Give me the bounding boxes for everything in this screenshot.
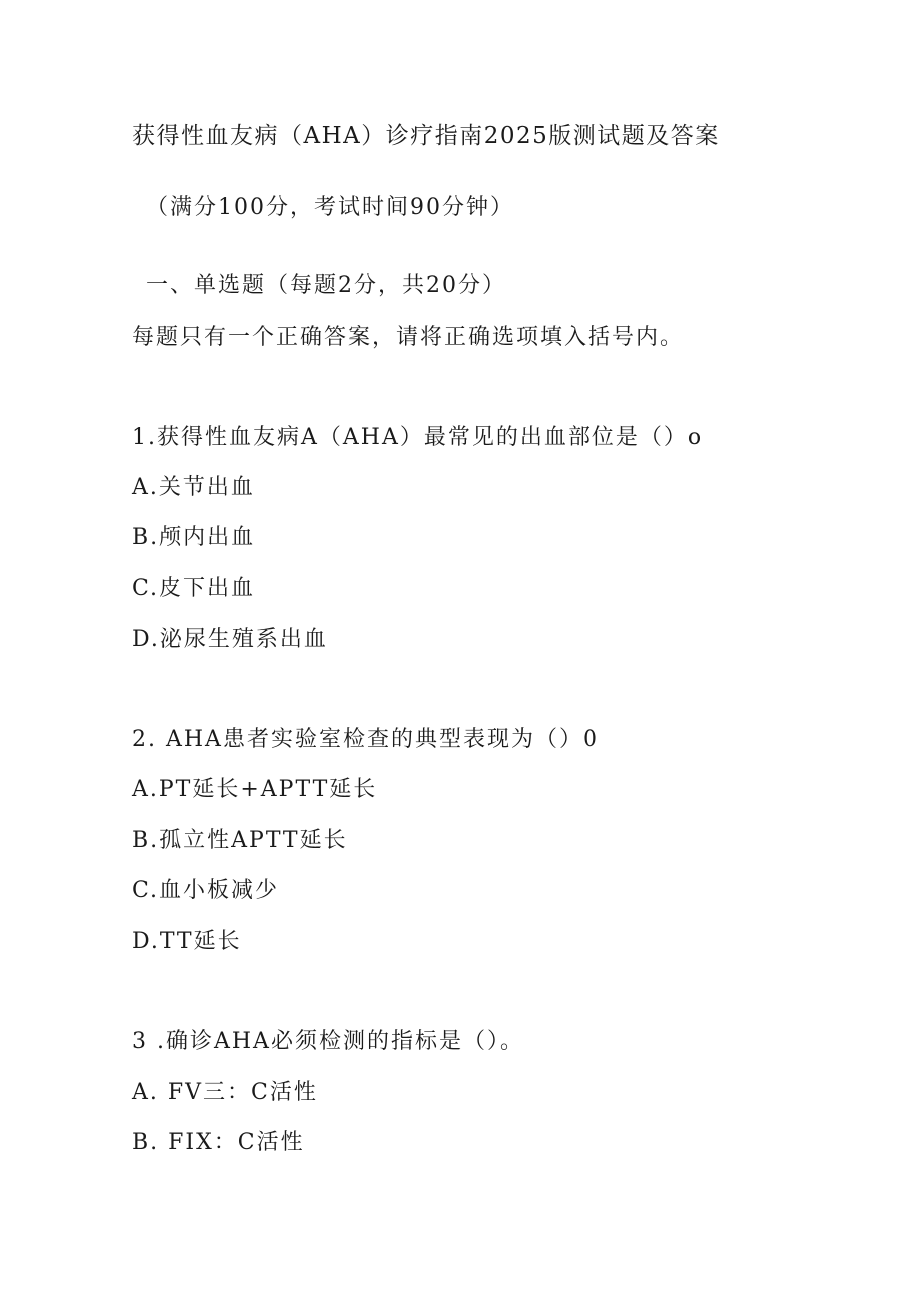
question-3-stem: 3 .确诊AHA必须检测的指标是（）。 [132, 1029, 524, 1054]
question-1-option-b: B.颅内出血 [132, 525, 256, 550]
question-2-option-b: B.孤立性APTT延长 [132, 828, 348, 853]
question-1-option-d: D.泌尿生殖系出血 [132, 627, 328, 652]
question-1-option-c: C.皮下出血 [132, 576, 256, 601]
question-3-option-b: B. FIX：C活性 [132, 1130, 305, 1155]
exam-info: （满分100分，考试时间90分钟） [146, 195, 514, 220]
question-1-option-a: A.关节出血 [132, 475, 255, 500]
section-heading: 一、单选题（每题2分，共20分） [146, 273, 506, 298]
question-2-stem: 2. AHA患者实验室检查的典型表现为（）0 [132, 727, 599, 752]
question-2-option-d: D.TT延长 [132, 929, 242, 954]
question-1-stem: 1.获得性血友病A（AHA）最常见的出血部位是（）o [132, 425, 704, 450]
document-title: 获得性血友病（AHA）诊疗指南2025版测试题及答案 [132, 123, 720, 149]
question-2-option-c: C.血小板减少 [132, 878, 280, 903]
question-3-option-a: A. FV三：C活性 [132, 1080, 318, 1105]
instructions: 每题只有一个正确答案，请将正确选项填入括号内。 [132, 325, 685, 350]
question-2-option-a: A.PT延长+APTT延长 [132, 777, 378, 802]
